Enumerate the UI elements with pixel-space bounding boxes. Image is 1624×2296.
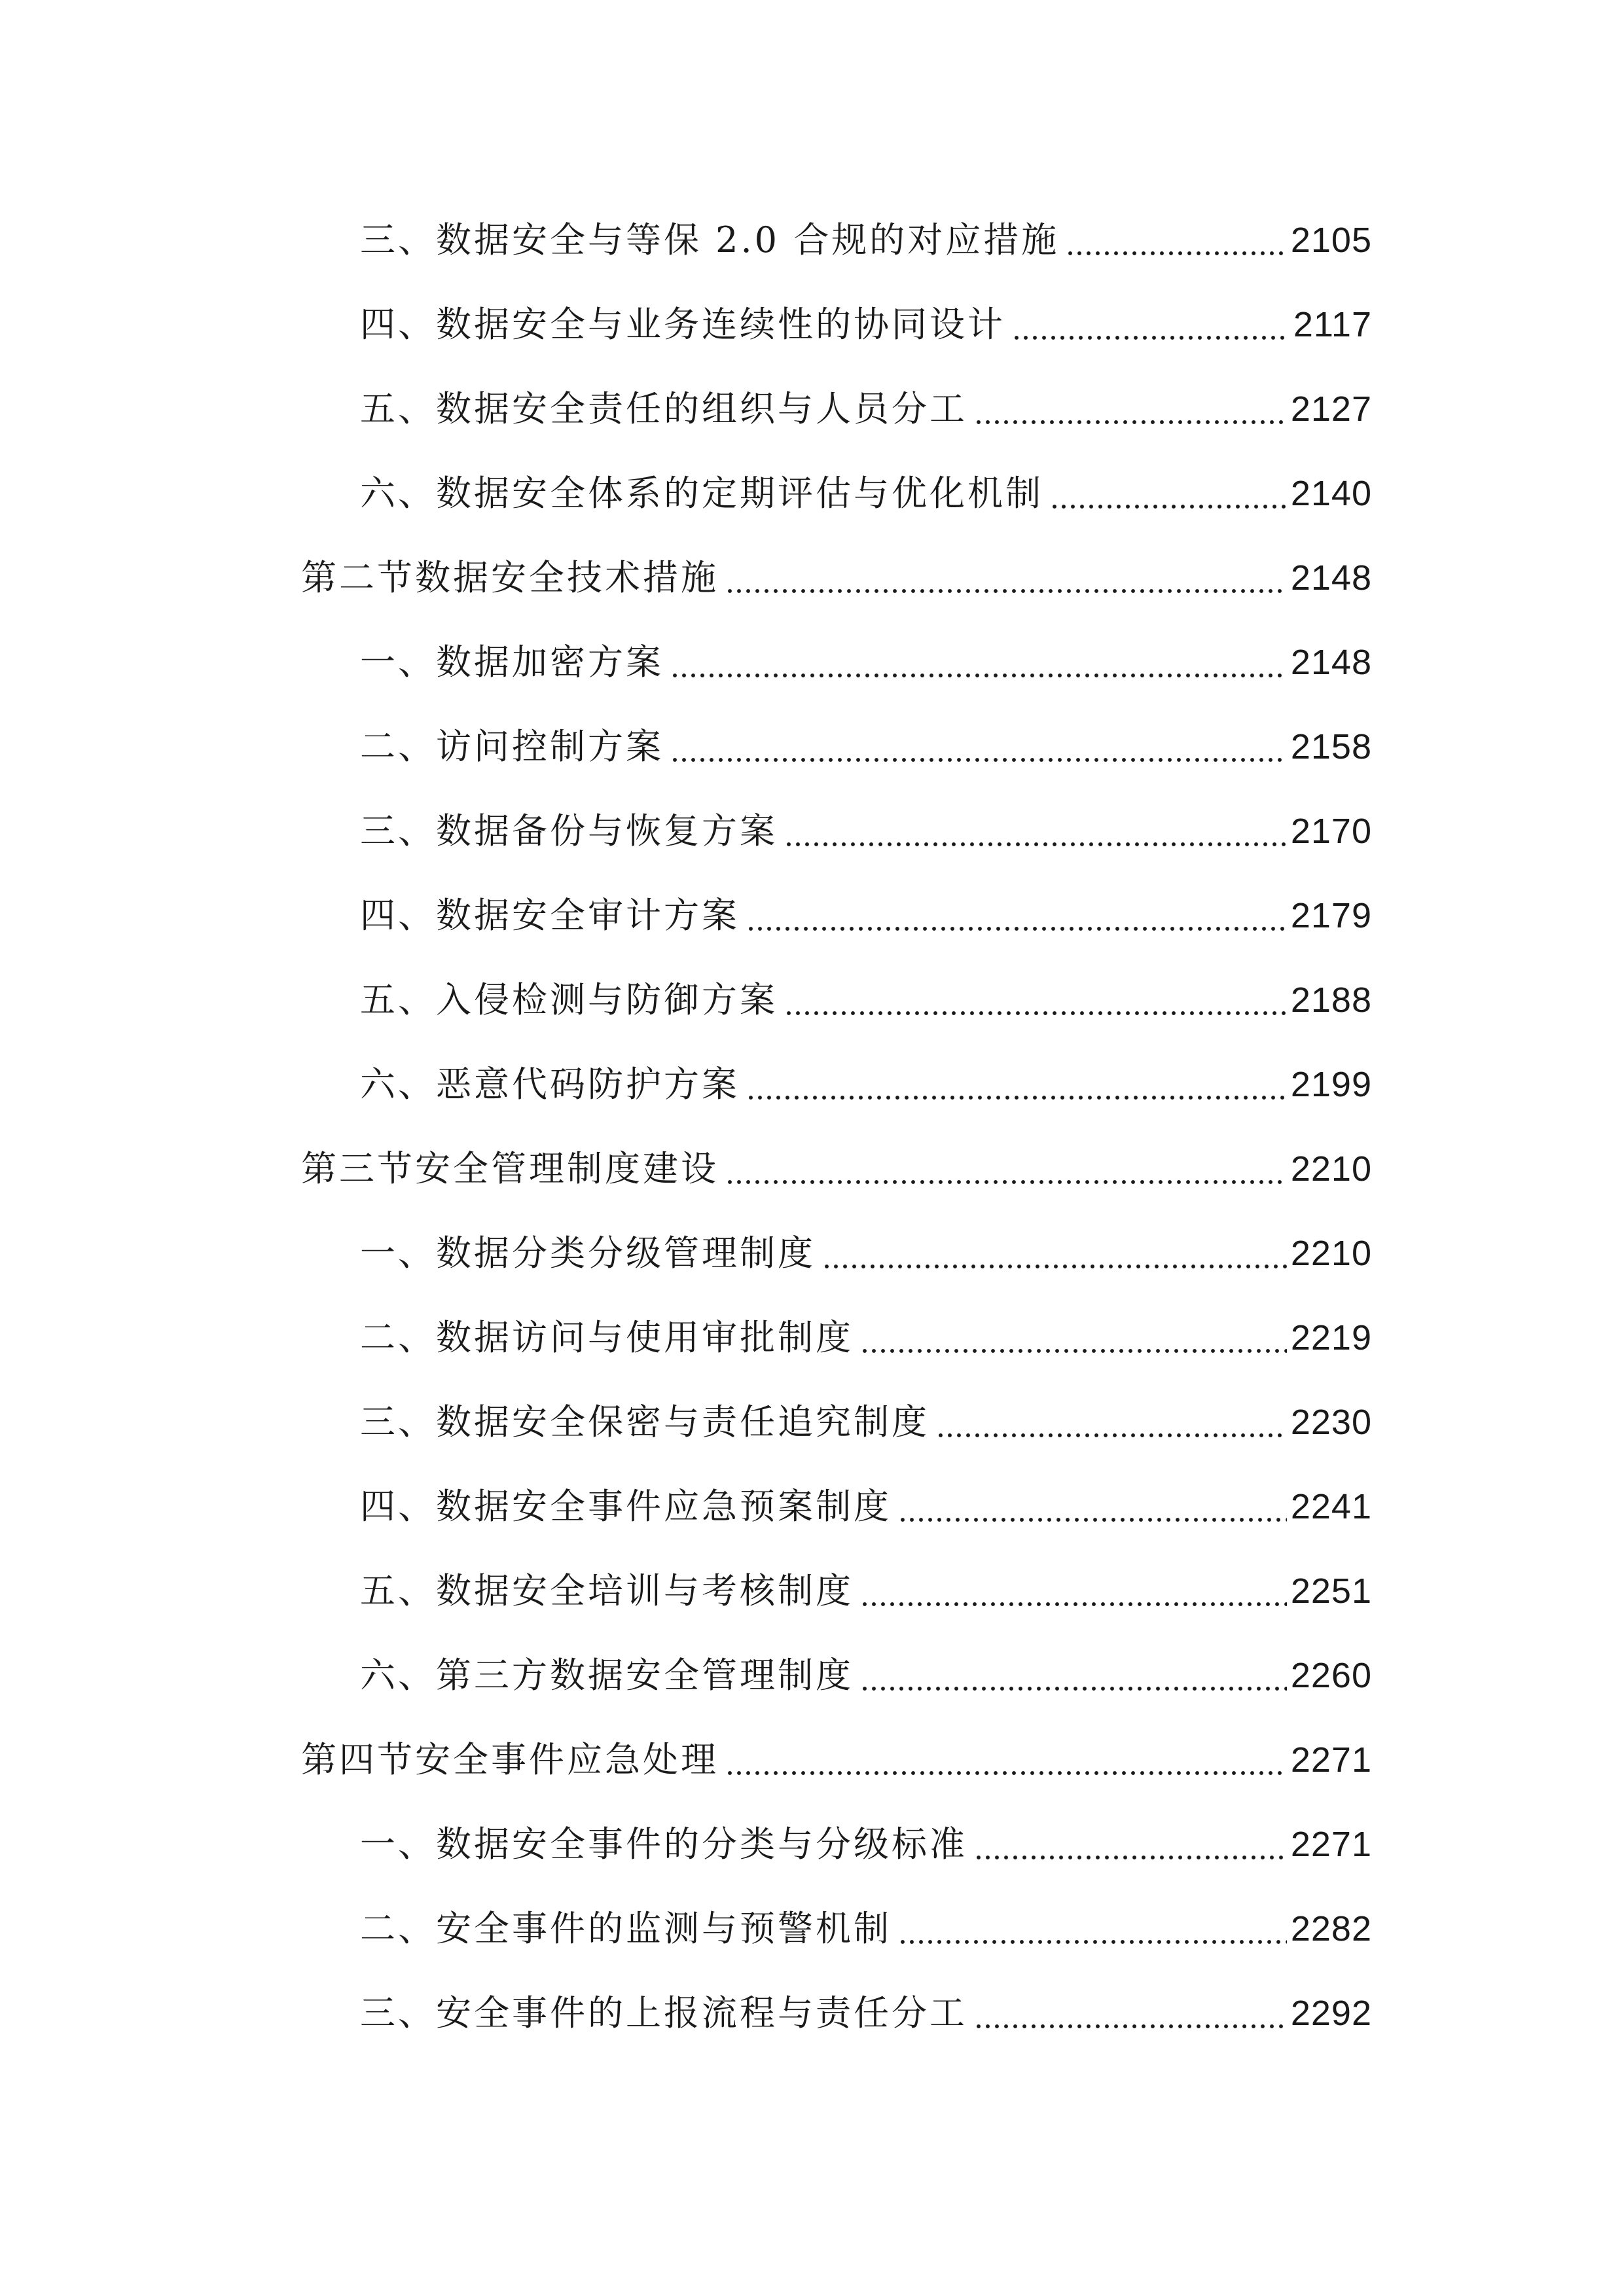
toc-entry-title: 二、数据访问与使用审批制度 (360, 1317, 854, 1358)
toc-entry[interactable] (360, 295, 1372, 354)
toc-entry[interactable] (360, 886, 1372, 945)
toc-entry-title: 五、入侵检测与防御方案 (360, 979, 778, 1020)
toc-page-number: 2158 (1290, 727, 1372, 766)
toc-entry[interactable] (360, 1308, 1372, 1367)
toc-entry-title: 三、数据安全保密与责任追究制度 (360, 1401, 929, 1443)
toc-entry[interactable] (360, 971, 1372, 1030)
toc-dot-leader (860, 1575, 1287, 1609)
toc-dot-leader (670, 730, 1287, 764)
toc-dot-leader (974, 1828, 1287, 1862)
toc-page-number: 2188 (1290, 980, 1372, 1020)
toc-dot-leader (784, 815, 1287, 849)
toc-page-number: 2292 (1290, 1994, 1372, 2033)
toc-dot-leader (1066, 224, 1287, 258)
toc-dot-leader (725, 562, 1287, 596)
toc-page-number: 2170 (1290, 812, 1372, 851)
toc-page-number: 2127 (1290, 389, 1372, 429)
toc-dot-leader (784, 984, 1287, 1018)
toc-entry-title: 一、数据安全事件的分类与分级标准 (360, 1823, 967, 1865)
toc-dot-leader (725, 1744, 1287, 1778)
toc-dot-leader (1012, 308, 1290, 342)
toc-page-number: 2260 (1290, 1656, 1372, 1695)
toc-entry[interactable] (360, 1646, 1372, 1705)
toc-entry[interactable] (360, 211, 1372, 270)
toc-entry[interactable] (360, 1899, 1372, 1958)
toc-page-number: 2271 (1290, 1825, 1372, 1864)
toc-entry[interactable] (360, 633, 1372, 692)
toc-page-number: 2282 (1290, 1909, 1372, 1948)
toc-dot-leader (898, 1912, 1287, 1946)
toc-entry-title: 五、数据安全责任的组织与人员分工 (360, 388, 967, 429)
toc-entry-title: 三、数据备份与恢复方案 (360, 810, 778, 852)
toc-page-number: 2179 (1290, 896, 1372, 935)
toc-dot-leader (746, 899, 1287, 933)
toc-section-entry[interactable] (301, 1139, 1372, 1198)
toc-dot-leader (974, 393, 1287, 427)
toc-entry-title: 五、数据安全培训与考核制度 (360, 1570, 854, 1611)
toc-dot-leader (746, 1068, 1287, 1102)
toc-page-number: 2241 (1290, 1487, 1372, 1526)
toc-page-number: 2219 (1290, 1318, 1372, 1357)
toc-dot-leader (974, 1997, 1287, 2031)
toc-section-title: 第二节数据安全技术措施 (301, 557, 719, 598)
toc-page-number: 2210 (1290, 1234, 1372, 1273)
toc-entry-title: 六、恶意代码防护方案 (360, 1064, 740, 1105)
toc-entry[interactable] (360, 1055, 1372, 1114)
toc-page-number: 2230 (1290, 1403, 1372, 1442)
toc-entry-title: 四、数据安全审计方案 (360, 895, 740, 936)
toc-page-number: 2271 (1290, 1740, 1372, 1780)
toc-dot-leader (860, 1659, 1287, 1693)
toc-dot-leader (1050, 477, 1287, 511)
toc-dot-leader (860, 1321, 1287, 1355)
toc-page-number: 2148 (1290, 558, 1372, 598)
toc-entry-title: 一、数据分类分级管理制度 (360, 1232, 816, 1274)
toc-entry[interactable] (360, 1984, 1372, 2043)
toc-page-number: 2199 (1290, 1065, 1372, 1104)
toc-section-entry[interactable] (301, 1731, 1372, 1789)
toc-page-number: 2117 (1293, 305, 1372, 344)
toc-entry-title: 六、数据安全体系的定期评估与优化机制 (360, 473, 1043, 514)
toc-section-title: 第三节安全管理制度建设 (301, 1148, 719, 1189)
toc-page-number: 2210 (1290, 1149, 1372, 1189)
toc-entry-title: 六、第三方数据安全管理制度 (360, 1655, 854, 1696)
toc-page-number: 2251 (1290, 1571, 1372, 1611)
toc-entry-title: 四、数据安全事件应急预案制度 (360, 1486, 892, 1527)
toc-page-number: 2140 (1290, 474, 1372, 513)
toc-section-title: 第四节安全事件应急处理 (301, 1739, 719, 1780)
toc-dot-leader (936, 1406, 1287, 1440)
toc-entry-title: 一、数据加密方案 (360, 641, 664, 683)
toc-entry-title: 四、数据安全与业务连续性的协同设计 (360, 304, 1005, 345)
toc-entry[interactable] (360, 1815, 1372, 1874)
toc-entry[interactable] (360, 1224, 1372, 1283)
toc-entry[interactable] (360, 717, 1372, 776)
toc-dot-leader (725, 1153, 1287, 1187)
toc-entry[interactable] (360, 1393, 1372, 1452)
toc-entry-title: 二、访问控制方案 (360, 726, 664, 767)
toc-entry-title: 二、安全事件的监测与预警机制 (360, 1908, 892, 1949)
toc-entry[interactable] (360, 380, 1372, 439)
toc-dot-leader (822, 1237, 1287, 1271)
toc-page-number: 2148 (1290, 643, 1372, 682)
toc-entry[interactable] (360, 1562, 1372, 1621)
toc-entry[interactable] (360, 1477, 1372, 1536)
toc-entry-title: 三、数据安全与等保 2.0 合规的对应措施 (360, 219, 1060, 260)
toc-entry[interactable] (360, 464, 1372, 523)
toc-section-entry[interactable] (301, 548, 1372, 607)
toc-entry-title: 三、安全事件的上报流程与责任分工 (360, 1992, 967, 2034)
toc-dot-leader (898, 1490, 1287, 1524)
toc-page-number: 2105 (1290, 221, 1372, 260)
toc-entry[interactable] (360, 802, 1372, 861)
toc-dot-leader (670, 646, 1287, 680)
